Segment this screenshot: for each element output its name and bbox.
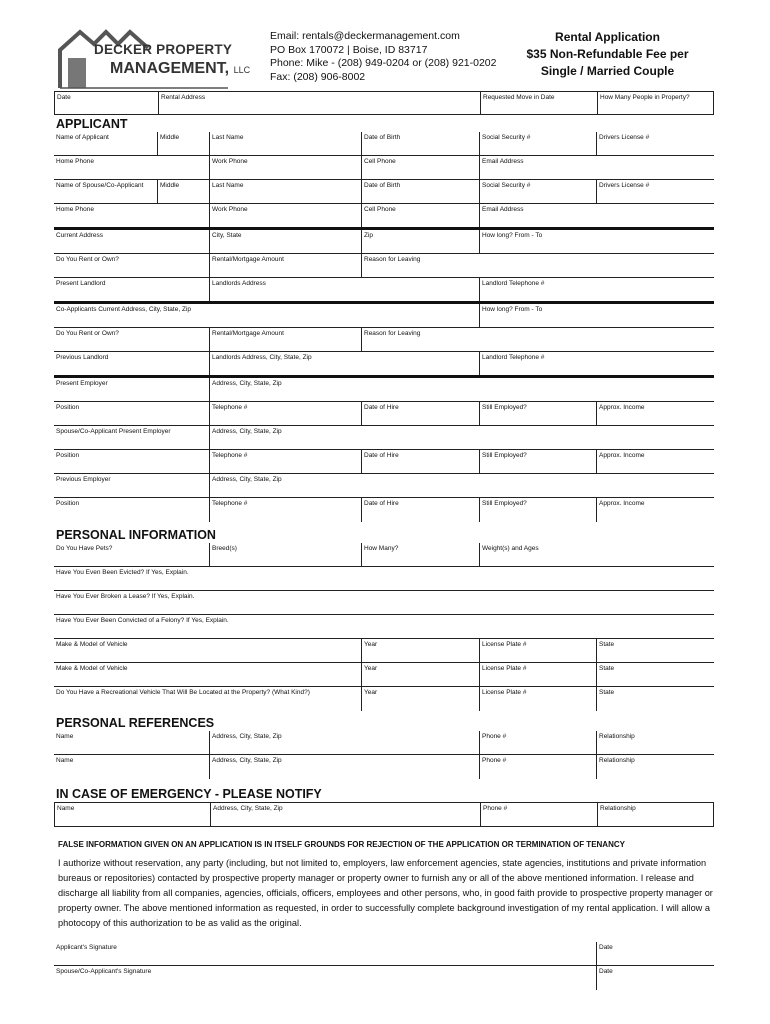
field-city-state[interactable]: City, State	[209, 230, 244, 253]
field-co-reason-leaving[interactable]: Reason for Leaving	[361, 328, 422, 351]
section-emergency: IN CASE OF EMERGENCY - PLEASE NOTIFY	[56, 787, 322, 801]
field-vehicle-1-state[interactable]: State	[596, 639, 616, 662]
field-applicant-ssn[interactable]: Social Security #	[479, 132, 532, 155]
field-still-employed[interactable]: Still Employed?	[479, 402, 529, 425]
field-how-long[interactable]: How long? From - To	[479, 230, 544, 253]
field-present-landlord[interactable]: Present Landlord	[56, 280, 106, 287]
field-prev-still-employed[interactable]: Still Employed?	[479, 498, 529, 522]
field-how-many-pets[interactable]: How Many?	[361, 543, 400, 566]
field-spouse-last[interactable]: Last Name	[209, 180, 245, 203]
field-co-how-long[interactable]: How long? From - To	[479, 304, 544, 327]
field-prev-hire-date[interactable]: Date of Hire	[361, 498, 401, 522]
field-date[interactable]: Date	[57, 94, 71, 101]
field-prev-position[interactable]: Position	[56, 500, 80, 507]
field-co-address[interactable]: Co-Applicants Current Address, City, State, Zip	[56, 306, 191, 313]
field-spouse-work-phone[interactable]: Work Phone	[209, 204, 250, 228]
field-pet-weights[interactable]: Weight(s) and Ages	[479, 543, 541, 566]
field-spouse-signature-date[interactable]: Date	[596, 966, 615, 990]
field-spouse-income[interactable]: Approx. Income	[596, 450, 647, 473]
field-ref-2-phone[interactable]: Phone #	[479, 755, 508, 779]
field-co-rent-own[interactable]: Do You Rent or Own?	[56, 330, 119, 337]
field-people-count[interactable]: How Many People in Property?	[597, 92, 692, 114]
field-emergency-relationship[interactable]: Relationship	[597, 803, 638, 826]
contact-email: Email: rentals@deckermanagement.com	[270, 30, 460, 42]
field-emergency-phone[interactable]: Phone #	[480, 803, 509, 826]
field-move-in-date[interactable]: Requested Move in Date	[480, 92, 557, 114]
field-vehicle-2-state[interactable]: State	[596, 663, 616, 686]
field-ref-2-name[interactable]: Name	[56, 757, 74, 764]
authorization-text: I authorize without reservation, any party (including, but not limited to, employers, law enforcement agencies, state agencies, institutions and private information bureaus or repositories) contacted by prospective property manager or property owner to furnish any or all of the above mentioned information. I release and discharge all liability from all companies, agencies, officials, officers, employees and other persons, who, in good faith provide to prospective property manager or property owner. The above mentioned information as requested, in order to successfully complete background investigation of my rental application. I will allow a photocopy of this authorization to be as valid as the original.	[58, 858, 713, 928]
field-spouse-email[interactable]: Email Address	[479, 204, 526, 228]
contact-address: PO Box 170072 | Boise, ID 83717	[270, 43, 428, 56]
field-position[interactable]: Position	[56, 404, 80, 411]
field-spouse-employer-phone[interactable]: Telephone #	[209, 450, 249, 473]
field-vehicle-1-year[interactable]: Year	[361, 639, 379, 662]
field-vehicle-1[interactable]: Make & Model of Vehicle	[56, 641, 128, 648]
field-vehicle-1-plate[interactable]: License Plate #	[479, 639, 528, 662]
field-reason-leaving[interactable]: Reason for Leaving	[361, 254, 422, 277]
section-personal-information: PERSONAL INFORMATION	[56, 528, 216, 542]
field-applicant-name[interactable]: Name of Applicant	[56, 134, 109, 141]
field-rv-state[interactable]: State	[596, 687, 616, 711]
false-info-warning: FALSE INFORMATION GIVEN ON AN APPLICATION IS IN ITSELF GROUNDS FOR REJECTION OF THE APPLICATION OR TERMINATION OF TENANCY	[58, 840, 625, 849]
field-previous-employer[interactable]: Previous Employer	[56, 476, 111, 483]
field-spouse-ssn[interactable]: Social Security #	[479, 180, 532, 203]
co-applicant-address-block	[54, 304, 714, 376]
field-prev-employer-phone[interactable]: Telephone #	[209, 498, 249, 522]
field-spouse-signature[interactable]: Spouse/Co-Applicant's Signature	[56, 968, 152, 975]
field-applicant-dob[interactable]: Date of Birth	[361, 132, 402, 155]
field-breeds[interactable]: Breed(s)	[209, 543, 239, 566]
field-ref-1-address[interactable]: Address, City, State, Zip	[209, 731, 284, 754]
field-employer-address[interactable]: Address, City, State, Zip	[209, 378, 284, 401]
field-vehicle-2-year[interactable]: Year	[361, 663, 379, 686]
field-employer-phone[interactable]: Telephone #	[209, 402, 249, 425]
field-cell-phone[interactable]: Cell Phone	[361, 156, 398, 179]
field-rent-amount[interactable]: Rental/Mortgage Amount	[209, 254, 286, 277]
field-current-address[interactable]: Current Address	[56, 232, 103, 239]
field-rv-plate[interactable]: License Plate #	[479, 687, 528, 711]
field-vehicle-2-plate[interactable]: License Plate #	[479, 663, 528, 686]
field-felony[interactable]: Have You Ever Been Convicted of a Felony? If Yes, Explain.	[56, 617, 229, 624]
field-spouse-dob[interactable]: Date of Birth	[361, 180, 402, 203]
logo-line1: DECKER PROPERTY	[94, 42, 233, 57]
field-prev-employer-address[interactable]: Address, City, State, Zip	[209, 474, 284, 497]
current-address-block	[54, 230, 714, 302]
field-previous-landlord[interactable]: Previous Landlord	[56, 354, 109, 361]
form-title: Rental Application $35 Non-Refundable Fee per Single / Married Couple	[526, 30, 689, 78]
field-work-phone[interactable]: Work Phone	[209, 156, 250, 179]
field-spouse-cell-phone[interactable]: Cell Phone	[361, 204, 398, 228]
field-applicant-signature-date[interactable]: Date	[596, 942, 615, 965]
section-personal-references: PERSONAL REFERENCES	[56, 716, 215, 730]
field-emergency-name[interactable]: Name	[57, 805, 75, 812]
field-rental-address[interactable]: Rental Address	[158, 92, 207, 114]
company-logo	[58, 28, 251, 94]
field-pets[interactable]: Do You Have Pets?	[56, 545, 113, 552]
applicant-block	[54, 132, 714, 228]
field-spouse-position[interactable]: Position	[56, 452, 80, 459]
field-spouse-hire-date[interactable]: Date of Hire	[361, 450, 401, 473]
field-ref-1-relationship[interactable]: Relationship	[596, 731, 637, 754]
field-rent-own[interactable]: Do You Rent or Own?	[56, 256, 119, 263]
field-applicant-license[interactable]: Drivers License #	[596, 132, 651, 155]
references-block	[54, 731, 714, 779]
field-email[interactable]: Email Address	[479, 156, 526, 179]
field-spouse-employer-address[interactable]: Address, City, State, Zip	[209, 426, 284, 449]
field-applicant-last[interactable]: Last Name	[209, 132, 245, 155]
contact-fax: Fax: (208) 906-8002	[270, 70, 366, 83]
field-landlord-address[interactable]: Landlords Address	[209, 278, 268, 302]
logo-line2: MANAGEMENT, LLC	[110, 60, 251, 77]
field-prev-income[interactable]: Approx. Income	[596, 498, 647, 522]
section-applicant: APPLICANT	[56, 117, 128, 131]
field-home-phone[interactable]: Home Phone	[56, 158, 94, 165]
field-ref-1-phone[interactable]: Phone #	[479, 731, 508, 754]
field-rv[interactable]: Do You Have a Recreational Vehicle That Will Be Located at the Property? (What Kind?)	[56, 689, 310, 696]
field-spouse-home-phone[interactable]: Home Phone	[56, 206, 94, 213]
contact-phone: Phone: Mike - (208) 949-0204 or (208) 921-0202	[270, 57, 497, 69]
field-spouse-employer[interactable]: Spouse/Co-Applicant Present Employer	[56, 428, 171, 435]
field-zip[interactable]: Zip	[361, 230, 375, 253]
field-evicted[interactable]: Have You Even Been Evicted? If Yes, Explain.	[56, 569, 189, 576]
field-ref-2-relationship[interactable]: Relationship	[596, 755, 637, 779]
field-applicant-signature[interactable]: Applicant's Signature	[56, 944, 117, 951]
field-applicant-middle[interactable]: Middle	[157, 132, 181, 155]
contact-info	[270, 30, 496, 84]
field-emergency-address[interactable]: Address, City, State, Zip	[210, 803, 285, 826]
field-vehicle-2[interactable]: Make & Model of Vehicle	[56, 665, 128, 672]
top-info-row	[54, 91, 714, 115]
field-broken-lease[interactable]: Have You Ever Broken a Lease? If Yes, Explain.	[56, 593, 195, 600]
field-prev-landlord-address[interactable]: Landlords Address, City, State, Zip	[209, 352, 314, 376]
field-spouse-name[interactable]: Name of Spouse/Co-Applicant	[56, 182, 144, 189]
field-spouse-middle[interactable]: Middle	[157, 180, 181, 203]
field-landlord-phone[interactable]: Landlord Telephone #	[479, 278, 546, 302]
employment-block	[54, 378, 714, 522]
field-present-employer[interactable]: Present Employer	[56, 380, 108, 387]
field-ref-2-address[interactable]: Address, City, State, Zip	[209, 755, 284, 779]
field-ref-1-name[interactable]: Name	[56, 733, 74, 740]
field-income[interactable]: Approx. Income	[596, 402, 647, 425]
field-rv-year[interactable]: Year	[361, 687, 379, 711]
field-spouse-still-employed[interactable]: Still Employed?	[479, 450, 529, 473]
signature-block	[54, 942, 714, 990]
field-hire-date[interactable]: Date of Hire	[361, 402, 401, 425]
emergency-row	[54, 802, 714, 827]
field-spouse-license[interactable]: Drivers License #	[596, 180, 651, 203]
personal-block	[54, 543, 714, 711]
field-co-rent-amount[interactable]: Rental/Mortgage Amount	[209, 328, 286, 351]
field-prev-landlord-phone[interactable]: Landlord Telephone #	[479, 352, 546, 376]
